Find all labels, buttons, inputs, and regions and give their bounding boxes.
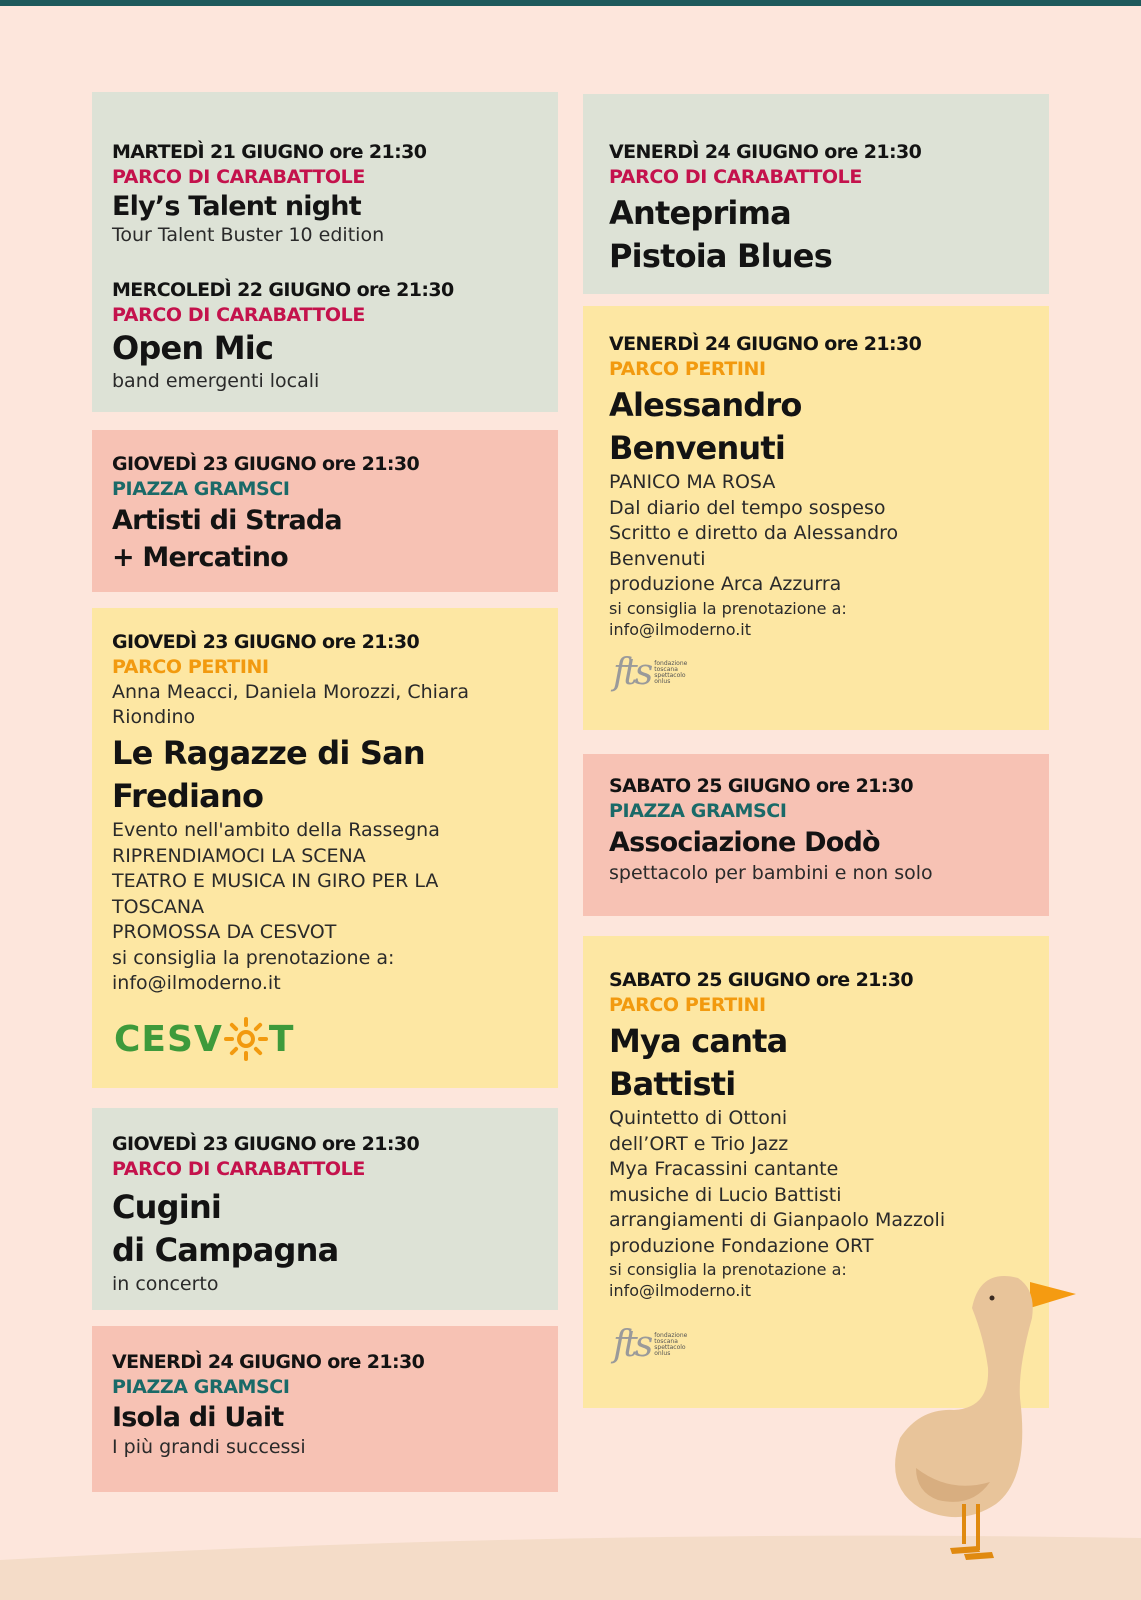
fts-mark: fts — [613, 652, 651, 693]
event-description: band emergenti locali — [112, 370, 320, 392]
event-description: I più grandi successi — [112, 1436, 306, 1458]
event-title: Cugini di Campagna — [112, 1188, 339, 1269]
event-location: PIAZZA GRAMSCI — [609, 800, 787, 822]
event-booking-note: si consiglia la prenotazione a: info@ilmoderno.it — [609, 1260, 847, 1300]
event-location: PARCO DI CARABATTOLE — [112, 1158, 365, 1180]
event-title: Anteprima Pistoia Blues — [609, 194, 832, 275]
event-date: MARTEDÌ 21 GIUGNO ore 21:30 — [112, 141, 427, 163]
cesvot-logo: CESV T — [114, 1016, 294, 1062]
event-title: Artisti di Strada + Mercatino — [112, 505, 342, 573]
event-date: VENERDÌ 24 GIUGNO ore 21:30 — [112, 1351, 425, 1373]
event-title: Mya canta Battisti — [609, 1022, 788, 1103]
fts-logo-text: fondazione toscana spettacolo onlus — [654, 1331, 688, 1357]
event-location: PARCO PERTINI — [112, 656, 269, 678]
event-date: VENERDÌ 24 GIUGNO ore 21:30 — [609, 141, 922, 163]
event-card-ely-open-mic — [92, 92, 558, 412]
fts-logo — [613, 1324, 687, 1365]
event-title: Associazione Dodò — [609, 827, 880, 858]
fts-mark: fts — [613, 1324, 651, 1365]
event-title: Open Mic — [112, 329, 274, 367]
event-location: PARCO DI CARABATTOLE — [112, 166, 365, 188]
event-date: VENERDÌ 24 GIUGNO ore 21:30 — [609, 333, 922, 355]
event-title: Alessandro Benvenuti — [609, 386, 802, 467]
event-card-ragazze-san-frediano — [92, 608, 558, 1088]
event-description: in concerto — [112, 1273, 219, 1295]
event-date: SABATO 25 GIUGNO ore 21:30 — [609, 969, 914, 991]
event-title: Ely’s Talent night — [112, 191, 361, 222]
top-bar — [0, 0, 1141, 6]
event-description: spettacolo per bambini e non solo — [609, 862, 933, 884]
event-description: Evento nell'ambito della Rassegna RIPRENDIAMOCI LA SCENA TEATRO E MUSICA IN GIRO PER LA TOSCANA PROMOSSA DA CESVOT si consiglia la prenotazione a: info@ilmoderno.it — [112, 819, 440, 994]
event-booking-note: si consiglia la prenotazione a: info@ilmoderno.it — [609, 598, 847, 639]
event-card-alessandro-benvenuti — [583, 306, 1049, 730]
sun-icon — [223, 1016, 269, 1062]
event-location: PIAZZA GRAMSCI — [112, 478, 290, 500]
event-date: GIOVEDÌ 23 GIUGNO ore 21:30 — [112, 1133, 420, 1155]
event-location: PIAZZA GRAMSCI — [112, 1376, 290, 1398]
fts-logo-text: fondazione toscana spettacolo onlus — [654, 659, 688, 685]
event-date: SABATO 25 GIUGNO ore 21:30 — [609, 775, 914, 797]
event-card-anteprima-pistoia-blues — [583, 94, 1049, 294]
event-card-cugini-di-campagna — [92, 1108, 558, 1310]
event-location: PARCO DI CARABATTOLE — [112, 304, 365, 326]
event-card-artisti-di-strada — [92, 430, 558, 592]
event-description: Quintetto di Ottoni dell’ORT e Trio Jazz Mya Fracassini cantante musiche di Lucio Battisti arrangiamenti di Gianpaolo Mazzoli produzione Fondazione ORT — [609, 1107, 946, 1257]
event-description: PANICO MA ROSA Dal diario del tempo sospeso Scritto e diretto da Alessandro Benvenuti produzione Arca Azzurra — [609, 471, 899, 595]
event-performers: Anna Meacci, Daniela Morozzi, Chiara Riondino — [112, 681, 470, 728]
event-description: Tour Talent Buster 10 edition — [112, 224, 385, 246]
event-card-isola-di-uait — [92, 1326, 558, 1492]
event-title: Le Ragazze di San Frediano — [112, 734, 425, 815]
event-title: Isola di Uait — [112, 1402, 284, 1433]
event-date: GIOVEDÌ 23 GIUGNO ore 21:30 — [112, 631, 420, 653]
event-location: PARCO PERTINI — [609, 994, 766, 1016]
event-date: MERCOLEDÌ 22 GIUGNO ore 21:30 — [112, 279, 454, 301]
event-card-associazione-dodo — [583, 754, 1049, 916]
event-date: GIOVEDÌ 23 GIUGNO ore 21:30 — [112, 453, 420, 475]
event-location: PARCO PERTINI — [609, 358, 766, 380]
goose-illustration — [880, 1268, 1080, 1568]
fts-logo — [613, 652, 687, 693]
event-location: PARCO DI CARABATTOLE — [609, 166, 862, 188]
